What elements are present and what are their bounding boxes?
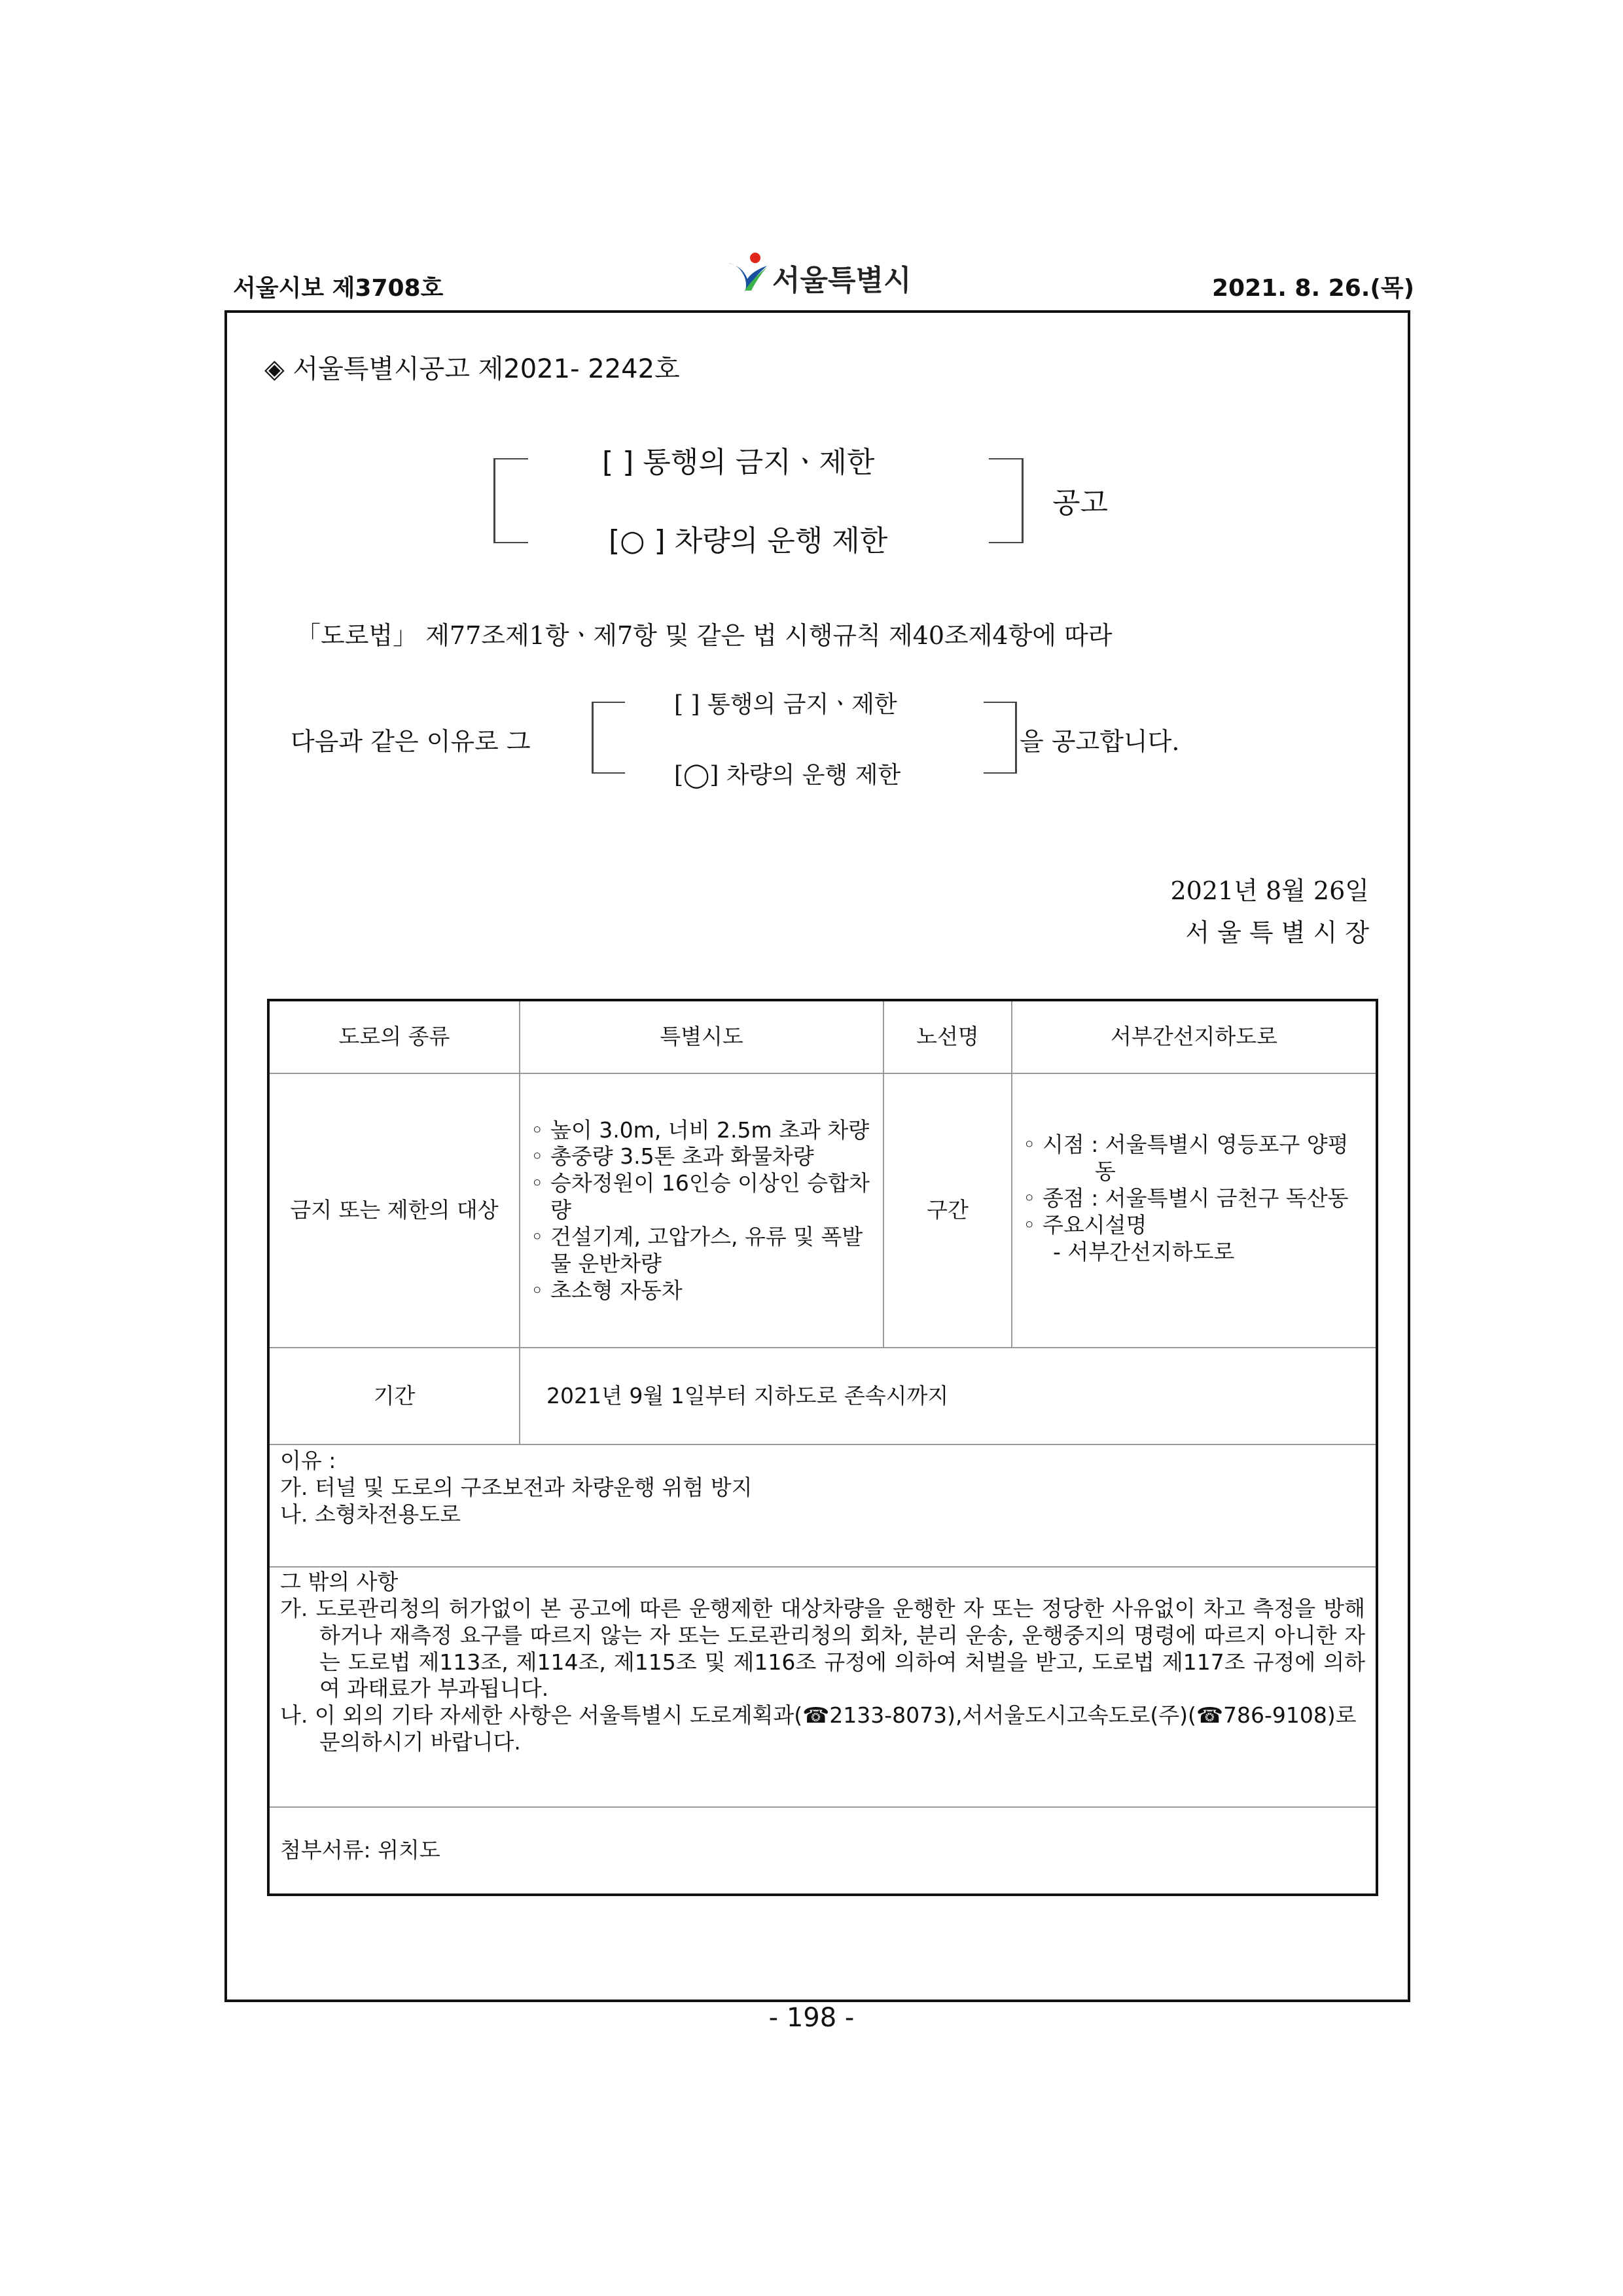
notice-date: 2021년 8월 26일 [1170,876,1369,905]
table-row [268,1807,1377,1895]
other-item: 나. 이 외의 기타 자세한 사항은 서울특별시 도로계획과(☎2133-8073),서서울도시고속도로(주)(☎786-9108)로 문의하시기 바랍니다. [280,1702,1357,1755]
road-type-label: 도로의 종류 [268,1000,520,1073]
route-name-value: 서부간선지하도로 [1012,1000,1377,1073]
section-label: 구간 [883,1073,1012,1348]
seoul-logo-icon [725,251,771,293]
notice-number: ◈ 서울특별시공고 제2021- 2242호 [264,354,680,384]
page-number: - 198 - [768,2003,855,2033]
reason-item: 나. 소형차전용도로 [280,1501,461,1528]
section-list [1023,1132,1365,1266]
issuer: 서 울 특 별 시 장 [1185,918,1369,947]
notice-table [267,999,1378,1896]
title-option-passage: [ ] 통행의 금지ㆍ제한 [602,446,875,479]
period-value: 2021년 9월 1일부터 지하도로 존속시까지 [520,1348,1377,1444]
target-label: 금지 또는 제한의 대상 [268,1073,520,1348]
list-item: ◦ 주요시설명 [1023,1212,1147,1238]
list-item: ◦ 초소형 자동차 [531,1277,683,1303]
table-row [268,1073,1377,1348]
list-item: - 서부간선지하도로 [1053,1239,1235,1265]
legal-basis: 「도로법」 제77조제1항ㆍ제7항 및 같은 법 시행규칙 제40조제4항에 따라 [296,621,1113,650]
table-row [268,1348,1377,1444]
road-type-value: 특별시도 [520,1000,883,1073]
sub-option-passage: [ ] 통행의 금지ㆍ제한 [674,691,897,718]
table-row [268,1444,1377,1566]
sub-option-vehicle: [◯] 차량의 운행 제한 [674,762,901,789]
other-item: 가. 도로관리청의 허가없이 본 공고에 따른 운행제한 대상차량을 운행한 자 또는 정당한 사유없이 차고 측정을 방해하거나 재측정 요구를 따르지 않는 자 또는 도로관리청의 회차, 분리 운송, 운행중지의 명령에 따르지 아니한 자는 도로법 제113조, 제114조, 제115조 및 제116조 규정에 의하여 처벌을 받고, 도로법 제117조 규정에 의하여 과태료가 부과됩니다. [280,1595,1365,1702]
title-option-vehicle: [○ ] 차량의 운행 제한 [609,524,888,558]
other-title: 그 밖의 사항 [280,1568,399,1594]
list-item: ◦ 건설기계, 고압가스, 유류 및 폭발물 운반차량 [531,1224,863,1277]
other-cell [268,1567,1377,1807]
logo-text: 서울특별시 [772,264,912,297]
table-row [268,1567,1377,1807]
bulletin-issue: 서울시보 제3708호 [233,275,444,302]
list-item: ◦ 높이 3.0m, 너비 2.5m 초과 차량 [531,1117,870,1143]
period-label: 기간 [268,1348,520,1444]
list-item: ◦ 시점 : 서울특별시 영등포구 양평동 [1023,1132,1349,1185]
bulletin-date: 2021. 8. 26.(목) [1212,275,1415,302]
list-item: ◦ 승차정원이 16인승 이상인 승합차량 [531,1170,870,1223]
reason-suffix: 을 공고합니다. [1020,727,1180,756]
target-list [531,1117,872,1304]
reason-item: 가. 터널 및 도로의 구조보전과 차량운행 위험 방지 [280,1475,753,1501]
list-item: ◦ 종점 : 서울특별시 금천구 독산동 [1023,1185,1349,1211]
reason-prefix: 다음과 같은 이유로 그 [291,727,531,756]
seoul-logo [725,251,921,297]
reason-cell [268,1444,1377,1566]
section-list-cell [1012,1073,1377,1348]
table-row [268,1000,1377,1073]
attachment: 첨부서류: 위치도 [268,1807,1377,1895]
target-list-cell [520,1073,883,1348]
title-suffix: 공고 [1052,486,1109,520]
reason-title: 이유 : [280,1448,336,1474]
route-name-label: 노선명 [883,1000,1012,1073]
list-item: ◦ 총중량 3.5톤 초과 화물차량 [531,1143,814,1170]
